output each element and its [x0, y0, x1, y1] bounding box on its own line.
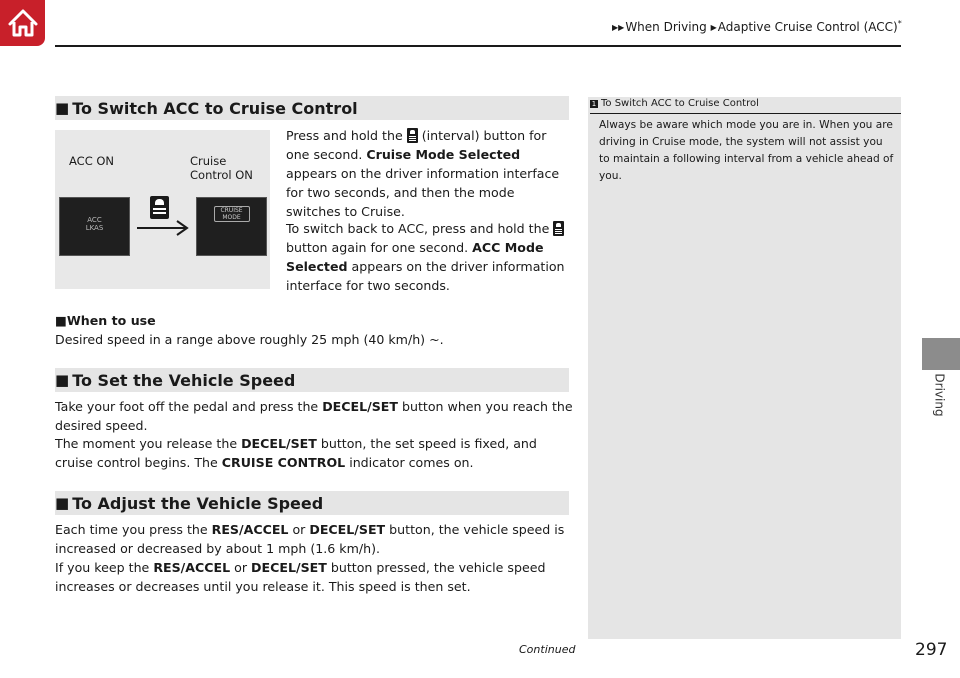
- side-note-text: Always be aware which mode you are in. When you are driving in Cruise mode, the system will not assist you to maintain a following interval from a vehicle ahead of you.: [599, 119, 894, 182]
- interval-button-icon: [150, 196, 169, 219]
- adjust-speed-paragraph-1: Each time you press the RES/ACCEL or DECEL/SET button, the vehicle speed is increased or decreased by about 1 mph (1.6 km/h).: [55, 522, 565, 556]
- breadcrumb-item-when-driving[interactable]: When Driving: [625, 20, 707, 34]
- switch-to-cruise-paragraph: Press and hold the (interval) button for one second. Cruise Mode Selected appears on the driver information interface for two seconds, and then the mode switches to Cruise.: [286, 128, 560, 219]
- page-number: 297: [915, 640, 948, 660]
- when-to-use-block: [55, 311, 575, 349]
- section-heading-adjust-speed: ■ To Adjust the Vehicle Speed: [55, 491, 569, 515]
- adjust-speed-paragraph-2: If you keep the RES/ACCEL or DECEL/SET button pressed, the vehicle speed increases or decreases until you release it. This speed is then set.: [55, 560, 546, 594]
- set-speed-paragraph-1: Take your foot off the pedal and press the DECEL/SET button when you reach the desired speed.: [55, 399, 573, 433]
- breadcrumb-arrow-icon: ▶: [710, 23, 717, 32]
- side-note-title: 1 To Switch ACC to Cruise Control: [591, 98, 759, 109]
- arrow-right-icon: [135, 218, 191, 238]
- display-cruise-mode: CRUISE MODE: [196, 197, 267, 256]
- chapter-tab-label: Driving: [933, 373, 948, 417]
- when-to-use-heading: When to use: [66, 313, 156, 328]
- square-bullet-icon: ■: [55, 99, 70, 117]
- figure-label-acc-on: ACC ON: [69, 154, 115, 168]
- option-marker: *: [897, 19, 902, 28]
- figure-label-cruise-on: Cruise Control ON: [190, 154, 253, 182]
- continued-label: Continued: [519, 643, 576, 656]
- breadcrumb-item-acc[interactable]: Adaptive Cruise Control (ACC): [717, 20, 898, 34]
- set-speed-paragraph-2: The moment you release the DECEL/SET button, the set speed is fixed, and cruise control begins. The CRUISE CONTROL indicator comes on.: [55, 436, 537, 470]
- home-icon: [6, 7, 40, 39]
- section-heading-switch-acc: ■ To Switch ACC to Cruise Control: [55, 96, 569, 120]
- mode-switch-figure: [55, 130, 270, 289]
- switch-to-acc-paragraph: To switch back to ACC, press and hold the button again for one second. ACC Mode Selected appears on the driver information interface for two seconds.: [286, 221, 565, 293]
- breadcrumb-arrow-icon: ▶▶: [612, 23, 625, 32]
- chapter-tab[interactable]: [922, 338, 960, 370]
- interval-button-icon: [553, 221, 564, 236]
- note-number-icon: 1: [591, 100, 597, 108]
- square-bullet-icon: ■: [55, 313, 67, 328]
- section-heading-set-speed: ■ To Set the Vehicle Speed: [55, 368, 569, 392]
- message-acc-mode-selected: ACC Mode Selected: [286, 240, 544, 274]
- header-divider: [55, 45, 901, 47]
- message-cruise-mode-selected: Cruise Mode Selected: [366, 147, 521, 162]
- side-note-divider: [590, 113, 901, 114]
- interval-button-icon: [407, 128, 418, 143]
- square-bullet-icon: ■: [55, 494, 70, 512]
- home-button[interactable]: [0, 0, 45, 46]
- square-bullet-icon: ■: [55, 371, 70, 389]
- display-acc-lkas: ACC LKAS: [59, 197, 130, 256]
- when-to-use-text: Desired speed in a range above roughly 25 mph (40 km/h) ~.: [55, 332, 444, 347]
- breadcrumb: [612, 19, 902, 34]
